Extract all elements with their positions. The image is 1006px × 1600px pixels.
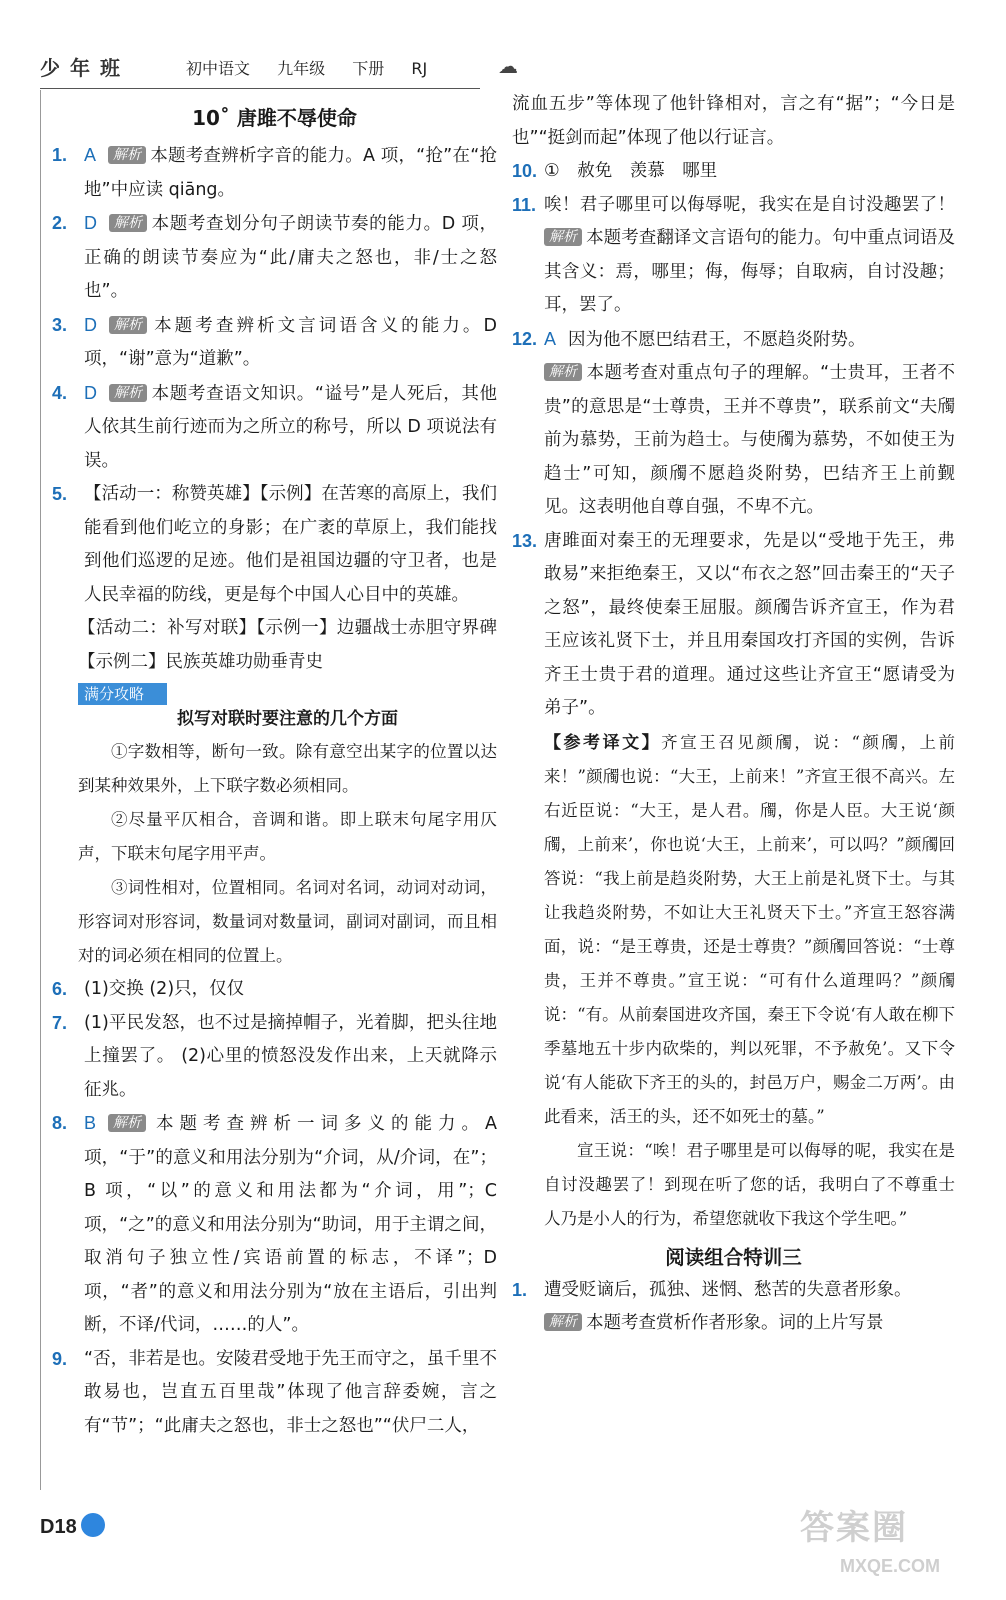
answer-8 bbox=[52, 1107, 497, 1343]
reference-text: 齐宣王召见颜斶，说：“颜斶，上前来！”颜斶也说：“大王，上前来！”齐宣王很不高兴。左右近臣说：“大王，是人君。斶，你是人臣。大王说‘颜斶，上前来’，你也说‘大王，上前来’，可以吗？”颜斶回答说：“我上前是趋炎附势，大王上前是礼贤下士。与其让我趋炎附势，不如让大王礼贤天下士。”齐宣王怒容满面，说：“是王尊贵，还是士尊贵？”颜斶回答说：“士尊贵，王并不尊贵。”宣王说：“可有什么道理吗？”颜斶说：“有。从前秦国进攻齐国，秦王下令说‘有人敢在柳下季墓地五十步内砍柴的，判以死罪，不予赦免’。又下令说‘有人能砍下齐王的头的，封邑万户，赐金二万两’。由此看来，活王的头，还不如死士的墓。” bbox=[544, 732, 956, 1126]
analysis-tag: 解析 bbox=[109, 214, 147, 232]
page-number bbox=[40, 1513, 105, 1539]
book-info bbox=[186, 56, 449, 79]
answer-2 bbox=[52, 207, 497, 309]
analysis-text: 本题考查翻译文言语句的能力。句中重点词语及其含义：焉，哪里；侮，侮辱；自取病，自讨没趣；耳，罢了。 bbox=[544, 228, 955, 315]
analysis-tag: 解析 bbox=[544, 228, 582, 246]
volume: 下册 bbox=[352, 59, 385, 78]
analysis-tag: 解析 bbox=[108, 1114, 146, 1132]
answer-6 bbox=[52, 973, 497, 1007]
reference-translation-2: 宣王说：“唉！君子哪里是可以侮辱的呢，我实在是自讨没趣罢了！到现在听了您的话，我明白了不尊重士人乃是小人的行为，希望您就收下我这个学生吧。” bbox=[544, 1140, 955, 1228]
q-number: 6. bbox=[52, 979, 68, 999]
analysis-tag: 解析 bbox=[109, 316, 147, 334]
answer-text: 【活动二：补写对联】【示例一】边疆战士赤胆守界碑 【示例二】民族英雄功勋垂青史 bbox=[78, 618, 497, 672]
tip-label: 满分攻略 » bbox=[78, 683, 167, 705]
answer-text: (1)交换 (2)只，仅仅 bbox=[84, 979, 245, 999]
q-number: 1. bbox=[52, 145, 68, 165]
section-title: 阅读组合特训三 bbox=[665, 1245, 802, 1269]
lesson-title: 10˚ 唐雎不辱使命 bbox=[192, 106, 357, 130]
analysis-tag: 解析 bbox=[108, 146, 146, 164]
page-dot-icon bbox=[81, 1513, 105, 1537]
tip-point-3: ③词性相对，位置相同。名词对名词，动词对动词，形容词对形容词，数量词对数量词，副词对副词，而且相对的词必须在相同的位置上。 bbox=[78, 878, 497, 965]
tip-heading: 拟写对联时要注意的几个方面 bbox=[177, 709, 398, 729]
analysis-tag: 解析 bbox=[109, 384, 147, 402]
answer-text: 因为他不愿巴结君王，不愿趋炎附势。 bbox=[568, 329, 866, 350]
answer-text: 本题考查语文知识。“谥号”是人死后，其他人依其生前行迹而为之所立的称号，所以 D 项说法有误。 bbox=[84, 383, 497, 471]
page-header bbox=[0, 50, 520, 90]
answer-text: “否，非若是也。安陵君受地于先王而守之，虽千里不敢易也，岂直五百里哉”体现了他言辞委婉，言之有“节”；“此庸夫之怒也，非士之怒也”“伏尸二人， bbox=[84, 1348, 497, 1436]
answer-9-continued: 流血五步”等体现了他针锋相对，言之有“据”；“今日是也”“挺剑而起”体现了他以行证言。 bbox=[512, 94, 955, 148]
answer-text: 本题考查辨析一词多义的能力。A 项，“于”的意义和用法分别为“介词，从/介词，在”；B 项，“以”的意义和用法都为“介词，用”；C 项，“之”的意义和用法分别为“助词，用于主谓之间，取消句子独立性/宾语前置的标志，不译”；D 项，“者”的意义和用法分别为“放在主语后，引出判断，不译/代词，……的人”。 bbox=[84, 1114, 497, 1335]
grade: 九年级 bbox=[277, 59, 326, 78]
analysis-text: 本题考查赏析作者形象。词的上片写景 bbox=[586, 1313, 884, 1333]
q-number: 2. bbox=[52, 213, 68, 233]
q-number: 3. bbox=[52, 314, 68, 335]
answer-5-part2 bbox=[52, 612, 497, 679]
subject: 初中语文 bbox=[186, 59, 251, 78]
answer-text: 遭受贬谪后，孤独、迷惘、愁苦的失意者形象。 bbox=[544, 1279, 912, 1300]
answer-choice: D bbox=[84, 382, 97, 403]
answer-7 bbox=[52, 1007, 497, 1108]
q-number: 11. bbox=[512, 194, 537, 215]
answer-3 bbox=[52, 309, 497, 377]
watermark: 答案圈 bbox=[800, 1508, 908, 1548]
section-answer-1 bbox=[512, 1274, 955, 1341]
reference-label: 【参考译文】 bbox=[544, 732, 662, 753]
page-number-label: D18 bbox=[40, 1516, 77, 1538]
answer-text: 【活动一：称赞英雄】【示例】在苦寒的高原上，我们能看到他们屹立的身影；在广袤的草原上，我们能找到他们巡逻的足迹。他们是祖国边疆的守卫者，也是人民幸福的防线，更是每个中国人心目中的英雄。 bbox=[84, 484, 497, 605]
answer-11 bbox=[512, 189, 955, 323]
answer-13 bbox=[512, 525, 955, 726]
q-number: 5. bbox=[52, 484, 68, 504]
q-number: 12. bbox=[512, 328, 538, 349]
brand-logo: 少年班 bbox=[40, 56, 130, 80]
q-number: 9. bbox=[52, 1348, 68, 1369]
answer-12 bbox=[512, 323, 955, 525]
answer-choice: A bbox=[84, 145, 97, 165]
analysis-text: 本题考查对重点句子的理解。“士贵耳，王者不贵”的意思是“士尊贵，王并不尊贵”，联系前文“夫斶前为慕势，王前为趋士。与使斶为慕势，不如使王为趋士”可知，颜斶不愿趋炎附势，巴结齐王上前觐见。这表明他自尊自强，不卑不亢。 bbox=[544, 363, 955, 517]
answer-choice: A bbox=[544, 328, 557, 349]
q-number: 4. bbox=[52, 382, 68, 403]
header-rule bbox=[40, 88, 480, 89]
q-number: 13. bbox=[512, 530, 538, 551]
tip-box bbox=[52, 679, 497, 973]
answer-9 bbox=[52, 1343, 497, 1444]
left-column bbox=[52, 96, 497, 1443]
answer-text: 本题考查划分句子朗读节奏的能力。D 项，正确的朗读节奏应为“此/庸夫之怒也，非/士之怒也”。 bbox=[84, 214, 497, 301]
answer-text: ① 赦免 羡慕 哪里 bbox=[544, 161, 718, 181]
q-number: 1. bbox=[512, 1279, 528, 1300]
answer-choice: B bbox=[84, 1113, 97, 1133]
mascot-icon: ☁ bbox=[498, 54, 518, 78]
answer-text: 本题考查辨析文言词语含义的能力。D 项，“谢”意为“道歉”。 bbox=[84, 315, 497, 369]
reference-translation bbox=[512, 726, 955, 1134]
right-column bbox=[512, 88, 955, 1341]
answer-text: 本题考查辨析字音的能力。A 项，“抢”在“抢地”中应读 qiāng。 bbox=[84, 146, 497, 200]
answer-choice: D bbox=[84, 213, 97, 233]
answer-10 bbox=[512, 155, 955, 189]
answer-4 bbox=[52, 377, 497, 479]
analysis-tag: 解析 bbox=[544, 363, 582, 381]
q-number: 8. bbox=[52, 1113, 68, 1133]
answer-text: 唉！君子哪里可以侮辱呢，我实在是自讨没趣罢了！ bbox=[544, 194, 955, 215]
q-number: 7. bbox=[52, 1012, 68, 1033]
answer-5 bbox=[52, 478, 497, 612]
q-number: 10. bbox=[512, 161, 538, 181]
answer-1 bbox=[52, 139, 497, 207]
tip-point-2: ②尽量平仄相合，音调和谐。即上联末句尾字用仄声，下联末句尾字用平声。 bbox=[78, 810, 497, 863]
tip-point-1: ①字数相等，断句一致。除有意空出某字的位置以达到某种效果外，上下联字数必须相同。 bbox=[78, 742, 497, 795]
answer-text: 唐雎面对秦王的无理要求，先是以“受地于先王，弗敢易”来拒绝秦王，又以“布衣之怒”回击秦王的“天子之怒”，最终使秦王屈服。颜斶告诉齐宣王，作为君王应该礼贤下士，并且用秦国攻打齐国的实例，告诉齐王士贵于君的道理。通过这些让齐宣王“愿请受为弟子”。 bbox=[544, 530, 955, 718]
margin-rule bbox=[40, 90, 41, 1490]
analysis-tag: 解析 bbox=[544, 1313, 582, 1331]
answer-text: (1)平民发怒，也不过是摘掉帽子，光着脚，把头往地上撞罢了。 (2)心里的愤怒没发作出来，上天就降示征兆。 bbox=[84, 1012, 497, 1100]
edition: RJ bbox=[411, 59, 428, 78]
answer-choice: D bbox=[84, 314, 97, 335]
watermark-site: MXQE.COM bbox=[840, 1556, 941, 1576]
